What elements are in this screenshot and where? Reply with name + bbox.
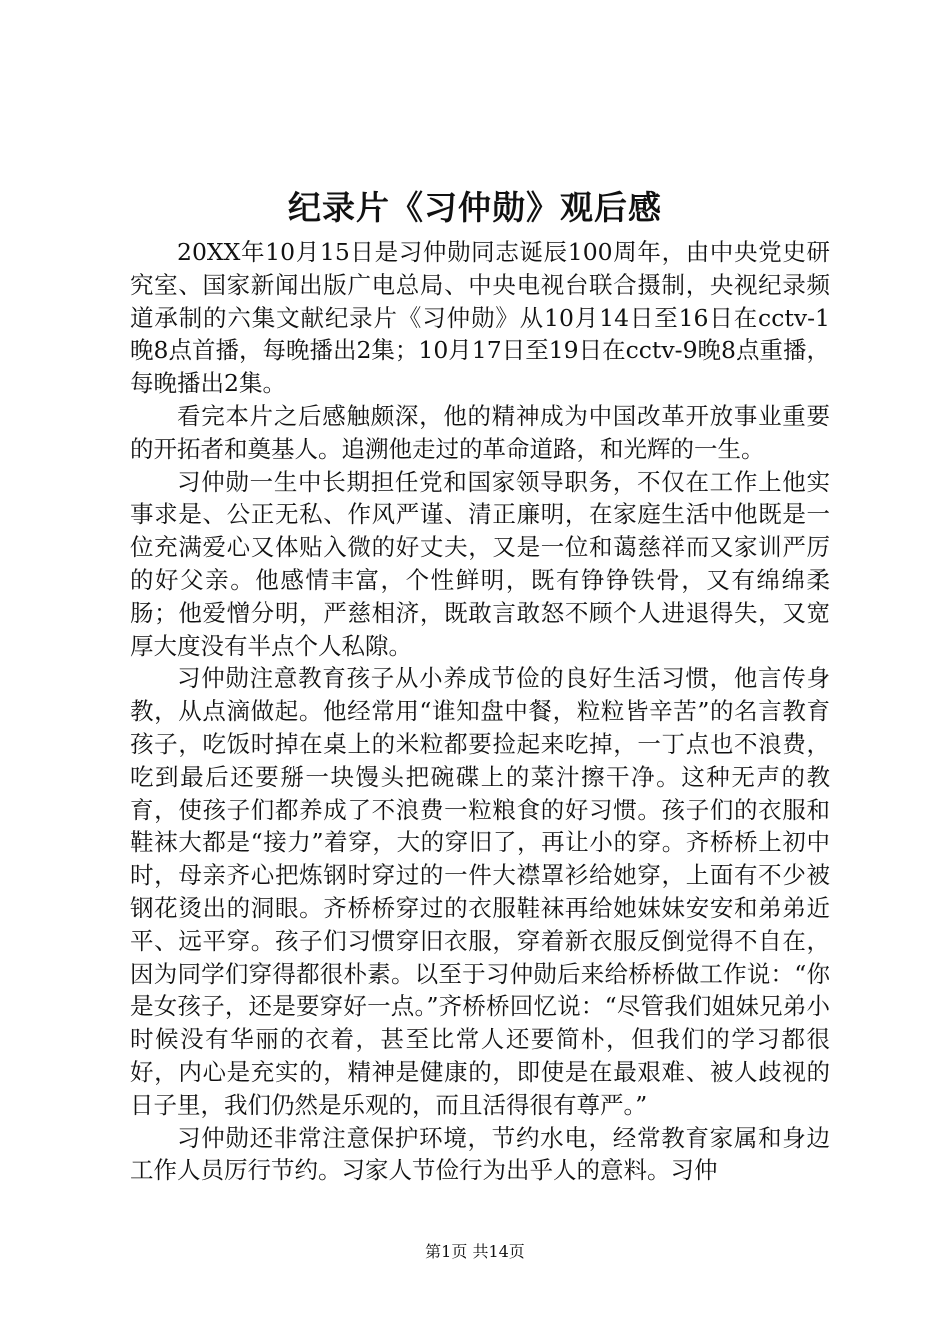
paragraph: 20XX年10月15日是习仲勋同志诞辰100周年，由中央党史研究室、国家新闻出版广电总局、中央电视台联合摄制，央视纪录频道承制的六集文献纪录片《习仲勋》从10月14日至16日在cctv-1晚8点首播，每晚播出2集；10月17日至19日在cctv-9晚8点重播，每晚播出2集。 bbox=[130, 238, 830, 398]
paragraph: 习仲勋注意教育孩子从小养成节俭的良好生活习惯，他言传身教，从点滴做起。他经常用“谁知盘中餐，粒粒皆辛苦”的名言教育孩子，吃饭时掉在桌上的米粒都要捡起来吃掉，一丁点也不浪费，吃到最后还要掰一块馒头把碗碟上的菜汁擦干净。这种无声的教育，使孩子们都养成了不浪费一粒粮食的好习惯。孩子们的衣服和鞋袜大都是“接力”着穿，大的穿旧了，再让小的穿。齐桥桥上初中时，母亲齐心把炼钢时穿过的一件大襟罩衫给她穿，上面有不少被钢花烫出的洞眼。齐桥桥穿过的衣服鞋袜再给她妹妹安安和弟弟近平、远平穿。孩子们习惯穿旧衣服，穿着新衣服反倒觉得不自在，因为同学们穿得都很朴素。以至于习仲勋后来给桥桥做工作说：“你是女孩子，还是要穿好一点。”齐桥桥回忆说：“尽管我们姐妹兄弟小时候没有华丽的衣着，甚至比常人还要简朴，但我们的学习都很好，内心是充实的，精神是健康的，即使是在最艰难、被人歧视的日子里，我们仍然是乐观的，而且活得很有尊严。” bbox=[130, 664, 830, 1119]
paragraph: 看完本片之后感触颇深，他的精神成为中国改革开放事业重要的开拓者和奠基人。追溯他走过的革命道路，和光辉的一生。 bbox=[130, 401, 830, 463]
paragraph: 习仲勋一生中长期担任党和国家领导职务，不仅在工作上他实事求是、公正无私、作风严谨、清正廉明，在家庭生活中他既是一位充满爱心又体贴入微的好丈夫，又是一位和蔼慈祥而又家训严厉的好父亲。他感情丰富，个性鲜明，既有铮铮铁骨，又有绵绵柔肠；他爱憎分明，严慈相济，既敢言敢怒不顾个人进退得失，又宽厚大度没有半点个人私隙。 bbox=[130, 467, 830, 660]
document-body bbox=[130, 236, 830, 1187]
page-number-footer: 第1页 共14页 bbox=[425, 1242, 525, 1261]
document-title: 纪录片《习仲勋》观后感 bbox=[288, 188, 662, 227]
paragraph: 习仲勋还非常注意保护环境，节约水电，经常教育家属和身边工作人员厉行节约。习家人节俭行为出乎人的意料。习仲 bbox=[130, 1123, 830, 1185]
